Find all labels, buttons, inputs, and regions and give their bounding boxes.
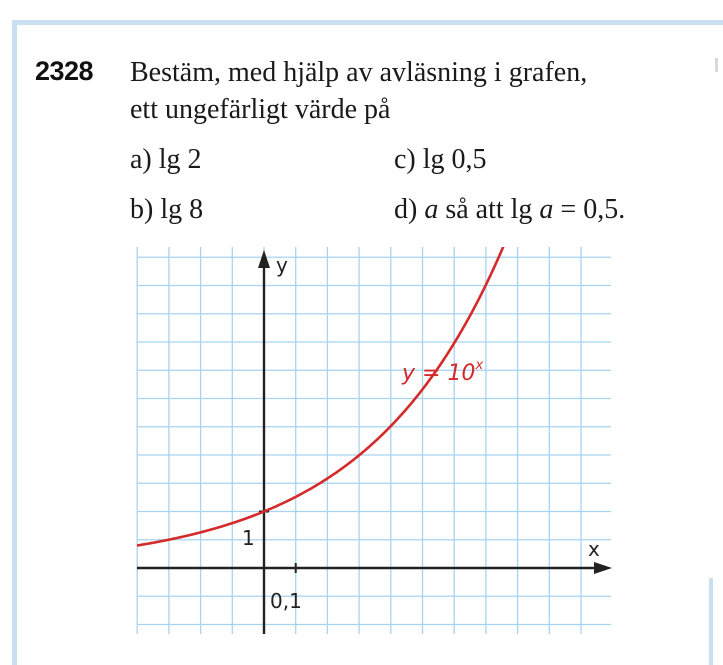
x-axis-label: x [588, 537, 600, 561]
y-axis-arrow [258, 250, 270, 268]
part-d-var-a-2: a [539, 194, 554, 225]
curve-group [74, 0, 723, 554]
x-tick-label: 0,1 [270, 589, 302, 613]
curve-y-10-pow-x [74, 0, 723, 554]
y-tick-label: 1 [242, 526, 255, 550]
part-a-text: lg 2 [158, 144, 202, 175]
grid [137, 247, 611, 634]
curve-label [401, 358, 483, 386]
question-line-1: Bestäm, med hjälp av avläsning i grafen, [130, 57, 588, 88]
part-b-text: lg 8 [160, 194, 204, 225]
y-axis-label: y [276, 253, 288, 277]
part-a-label: a) [130, 144, 152, 175]
part-d-post: = 0,5. [553, 194, 626, 225]
part-b-label: b) [130, 194, 154, 225]
part-d-mid: så att lg [438, 194, 540, 225]
part-c-label: c) [394, 144, 416, 175]
curve-label-exponent: x [475, 358, 484, 373]
part-d-label: d) [394, 194, 418, 225]
curve-label-base: y = 10 [402, 361, 476, 386]
question-line-2: ett ungefärligt värde på [130, 94, 391, 125]
problem-number: 2328 [35, 56, 94, 86]
x-axis-arrow [594, 562, 612, 574]
part-d-var-a: a [424, 194, 439, 225]
part-c-text: lg 0,5 [422, 144, 487, 175]
